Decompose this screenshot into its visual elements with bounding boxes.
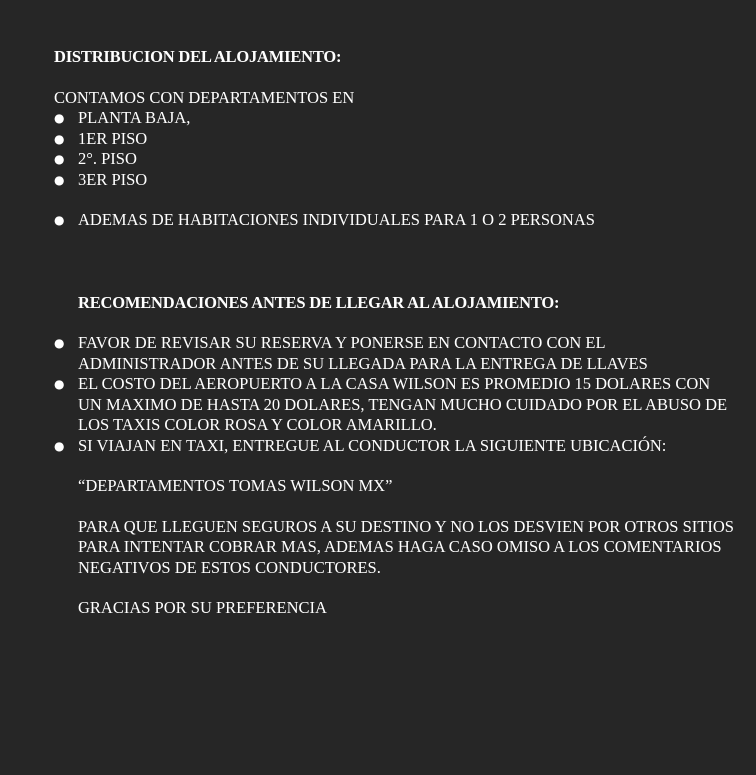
section-heading-distribution: DISTRIBUCION DEL ALOJAMIENTO:: [54, 47, 342, 66]
bullet-icon: ●: [54, 213, 65, 227]
floors-list: [54, 108, 734, 190]
bullet-icon: ●: [54, 438, 65, 453]
list-item: ● 1ER PISO: [54, 128, 148, 148]
list-item: ● ADEMAS DE HABITACIONES INDIVIDUALES PARA 1 O 2 PERSONAS: [54, 210, 595, 229]
list-item: ● 2°. PISO: [54, 149, 137, 168]
bullet-icon: ●: [54, 377, 65, 391]
bullet-icon: ●: [54, 131, 65, 146]
document-page: [54, 47, 734, 619]
bullet-icon: ●: [54, 172, 65, 187]
recommendations-list: [54, 333, 734, 456]
list-item: ● FAVOR DE REVISAR SU RESERVA Y PONERSE EN CONTACTO CON EL ADMINISTRADOR ANTES DE SU LLEGADA PARA LA ENTREGA DE LLAVES: [54, 333, 648, 373]
closing-text: GRACIAS POR SU PREFERENCIA: [78, 598, 327, 617]
bullet-icon: ●: [54, 152, 65, 166]
bullet-icon: ●: [54, 111, 65, 125]
section-heading-recommendations: RECOMENDACIONES ANTES DE LLEGAR AL ALOJAMIENTO:: [78, 292, 560, 312]
list-item: ● EL COSTO DEL AEROPUERTO A LA CASA WILSON ES PROMEDIO 15 DOLARES CON UN MAXIMO DE HASTA 20 DOLARES, TENGAN MUCHO CUIDADO POR EL ABUSO DE LOS TAXIS COLOR ROSA Y COLOR AMARILLO.: [54, 374, 728, 434]
list-item: ● 3ER PISO: [54, 169, 148, 189]
extra-list: [54, 210, 734, 231]
bullet-icon: ●: [54, 336, 65, 350]
intro-text: CONTAMOS CON DEPARTAMENTOS EN: [54, 87, 355, 107]
list-item: ● SI VIAJAN EN TAXI, ENTREGUE AL CONDUCTOR LA SIGUIENTE UBICACIÓN:: [54, 435, 667, 455]
taxi-location-text: “DEPARTAMENTOS TOMAS WILSON MX”: [78, 476, 393, 495]
safety-note: PARA QUE LLEGUEN SEGUROS A SU DESTINO Y NO LOS DESVIEN POR OTROS SITIOS PARA INTENTAR COBRAR MAS, ADEMAS HAGA CASO OMISO A LOS COMENTARIOS NEGATIVOS DE ESTOS CONDUCTORES.: [78, 516, 734, 577]
list-item: ● PLANTA BAJA,: [54, 108, 191, 127]
